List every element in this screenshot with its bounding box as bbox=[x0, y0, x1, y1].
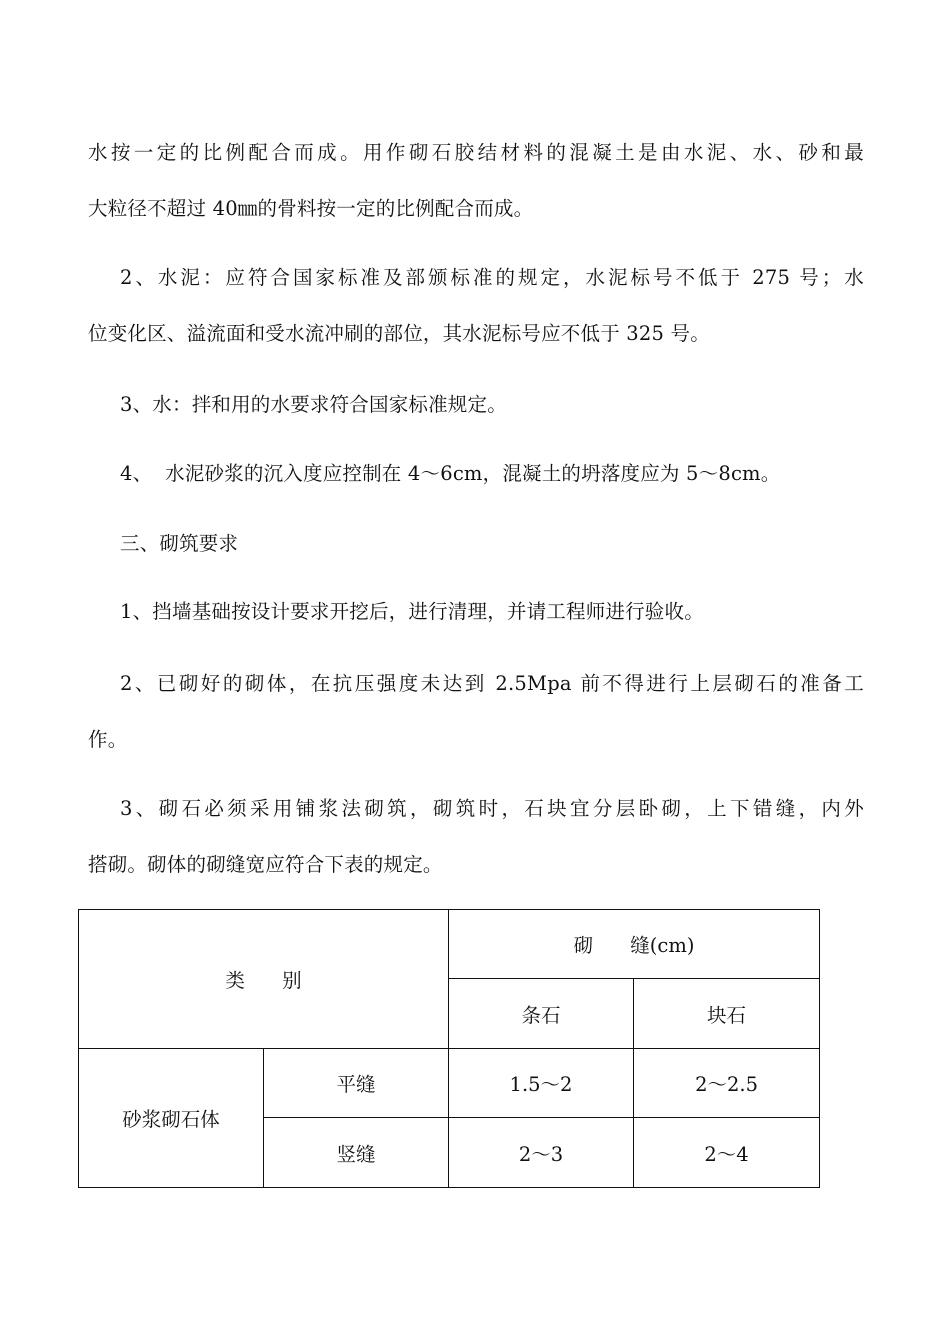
header-joint-cell: 砌 缝(cm) bbox=[449, 910, 820, 979]
section-heading: 三、砌筑要求 bbox=[120, 532, 239, 555]
row-group-cell: 砂浆砌石体 bbox=[79, 1049, 264, 1188]
joint-width-table bbox=[78, 909, 820, 1188]
row-strip-value-cell: 2～3 bbox=[449, 1118, 634, 1188]
row-block-value-cell: 2～2.5 bbox=[634, 1049, 820, 1118]
row-strip-value-cell: 1.5～2 bbox=[449, 1049, 634, 1118]
paragraph-line: 搭砌。砌体的砌缝宽应符合下表的规定。 bbox=[88, 853, 443, 876]
header-strip-stone-cell: 条石 bbox=[449, 979, 634, 1049]
header-block-stone-cell: 块石 bbox=[634, 979, 820, 1049]
paragraph-line: 4、 水泥砂浆的沉入度应控制在 4～6cm，混凝土的坍落度应为 5～8cm。 bbox=[120, 462, 781, 485]
paragraph-line: 作。 bbox=[88, 728, 128, 751]
header-category-cell: 类 别 bbox=[79, 910, 449, 1049]
paragraph-line: 位变化区、溢流面和受水流冲刷的部位，其水泥标号应不低于 325 号。 bbox=[88, 322, 710, 345]
paragraph-line: 2、已砌好的砌体，在抗压强度未达到 2.5Mpa 前不得进行上层砌石的准备工 bbox=[120, 672, 864, 695]
paragraph-line: 3、砌石必须采用铺浆法砌筑，砌筑时，石块宜分层卧砌，上下错缝，内外 bbox=[120, 797, 864, 820]
row-label-cell: 平缝 bbox=[264, 1049, 449, 1118]
paragraph-line: 水按一定的比例配合而成。用作砌石胶结材料的混凝土是由水泥、水、砂和最 bbox=[88, 141, 864, 164]
paragraph-line: 大粒径不超过 40㎜的骨料按一定的比例配合而成。 bbox=[88, 197, 534, 220]
row-label-cell: 竖缝 bbox=[264, 1118, 449, 1188]
row-block-value-cell: 2～4 bbox=[634, 1118, 820, 1188]
paragraph-line: 2、水泥：应符合国家标准及部颁标准的规定，水泥标号不低于 275 号；水 bbox=[120, 266, 864, 289]
paragraph-line: 3、水：拌和用的水要求符合国家标准规定。 bbox=[120, 393, 507, 416]
paragraph-line: 1、挡墙基础按设计要求开挖后，进行清理，并请工程师进行验收。 bbox=[120, 600, 704, 623]
